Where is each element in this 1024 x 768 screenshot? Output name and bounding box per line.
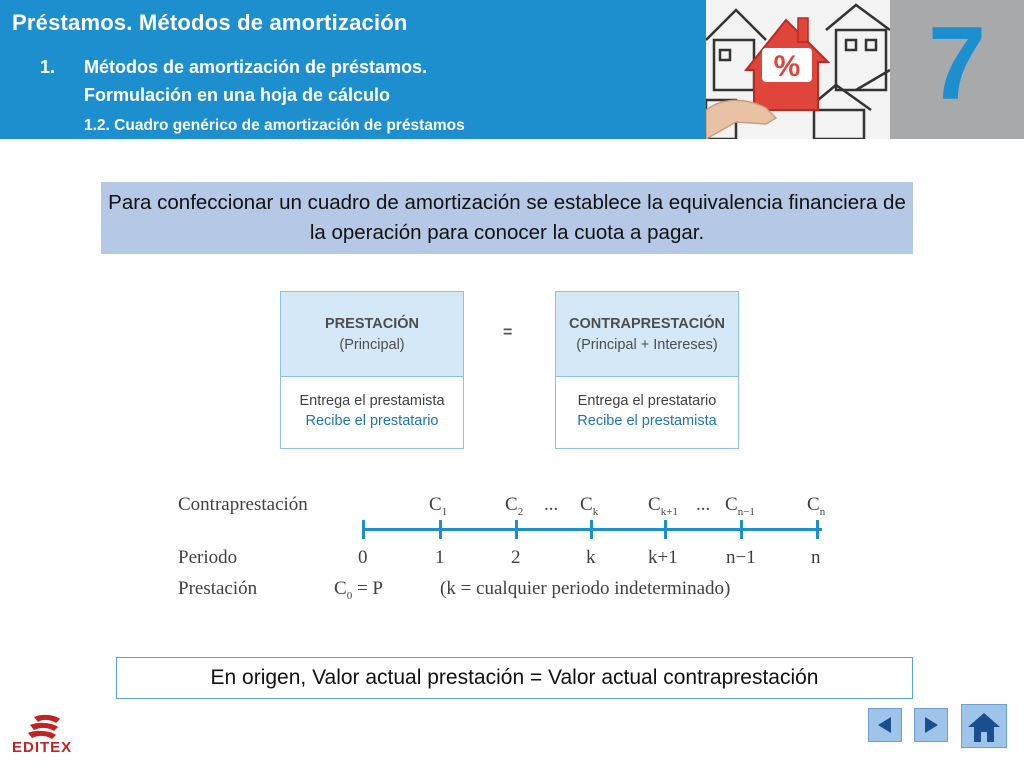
timeline-tick xyxy=(740,520,743,539)
arrow-right-icon xyxy=(920,714,942,736)
payment-c2: $C_2$ xyxy=(505,494,524,518)
prestacion-row-label: Prestación xyxy=(178,578,258,599)
section-title-line1: Métodos de amortización de préstamos. xyxy=(84,57,428,77)
conclusion-box: En origen, Valor actual prestación = Valor actual contraprestación xyxy=(116,657,913,699)
payment-cn1: $C_{n-1}$ xyxy=(725,494,755,518)
period-n1: n−1 xyxy=(726,547,756,568)
timeline-axis xyxy=(364,528,822,531)
header-banner xyxy=(0,0,706,139)
chapter-number: 7 xyxy=(928,6,986,122)
contraprestacion-box xyxy=(555,291,739,449)
house-percent-illustration xyxy=(706,0,890,139)
periodo-row-label: Periodo xyxy=(178,547,238,568)
chapter-badge xyxy=(890,0,1024,139)
timeline-tick xyxy=(439,520,442,539)
timeline-tick xyxy=(515,520,518,539)
payment-c1: $C_1$ xyxy=(429,494,448,518)
ellipsis-1: ... xyxy=(544,494,559,515)
period-note: (k = cualquier periodo indeterminado) xyxy=(440,578,731,599)
period-k: k xyxy=(586,547,596,568)
next-slide-button[interactable] xyxy=(914,708,948,742)
section-number: 1. xyxy=(40,57,56,77)
percent-sign: % xyxy=(773,50,801,83)
header-photo xyxy=(706,0,890,139)
contraprestacion-title: CONTRAPRESTACIÓN xyxy=(568,316,725,332)
contraprestacion-line2: Recibe el prestamista xyxy=(577,413,717,429)
subsection-title: 1.2. Cuadro genérico de amortización de préstamos xyxy=(84,117,465,134)
payment-ck1: $C_{k+1}$ xyxy=(648,494,678,518)
prestacion-title: PRESTACIÓN xyxy=(325,316,419,332)
prestacion-box-header xyxy=(281,292,463,377)
timeline-tick xyxy=(362,520,365,539)
prestacion-box xyxy=(280,291,464,449)
period-0: 0 xyxy=(358,547,368,568)
equals-sign: = xyxy=(503,324,513,341)
payment-cn: $C_n$ xyxy=(807,494,826,518)
timeline-tick xyxy=(816,520,819,539)
period-2: 2 xyxy=(511,547,521,568)
period-n: n xyxy=(811,547,821,568)
prestacion-line2: Recibe el prestatario xyxy=(305,413,439,429)
home-icon xyxy=(962,705,1006,747)
section-title-line2: Formulación en una hoja de cálculo xyxy=(84,85,391,105)
editex-logo-text: EDITEX xyxy=(12,739,73,756)
previous-slide-button[interactable] xyxy=(868,708,902,742)
contraprestacion-box-header xyxy=(556,292,738,377)
intro-text: Para confeccionar un cuadro de amortización se establece la equivalencia financiera de la operación para conocer la cuota a pagar. xyxy=(101,182,913,254)
prestacion-formula: $C_0 = P$ xyxy=(334,578,383,602)
contraprestacion-line1: Entrega el prestatario xyxy=(577,393,717,409)
period-1: 1 xyxy=(435,547,445,568)
timeline-tick xyxy=(590,520,593,539)
prestacion-line1: Entrega el prestamista xyxy=(299,393,445,409)
page-title: Préstamos. Métodos de amortización xyxy=(12,10,408,35)
arrow-left-icon xyxy=(874,714,896,736)
period-k1: k+1 xyxy=(648,547,678,568)
prestacion-subtitle: (Principal) xyxy=(339,337,405,353)
payment-ck: $C_k$ xyxy=(580,494,599,518)
ellipsis-2: ... xyxy=(696,494,711,515)
contraprestacion-row-label: Contraprestación xyxy=(178,494,308,515)
home-button[interactable] xyxy=(961,704,1007,748)
timeline-tick xyxy=(664,520,667,539)
contraprestacion-subtitle: (Principal + Intereses) xyxy=(576,337,718,353)
